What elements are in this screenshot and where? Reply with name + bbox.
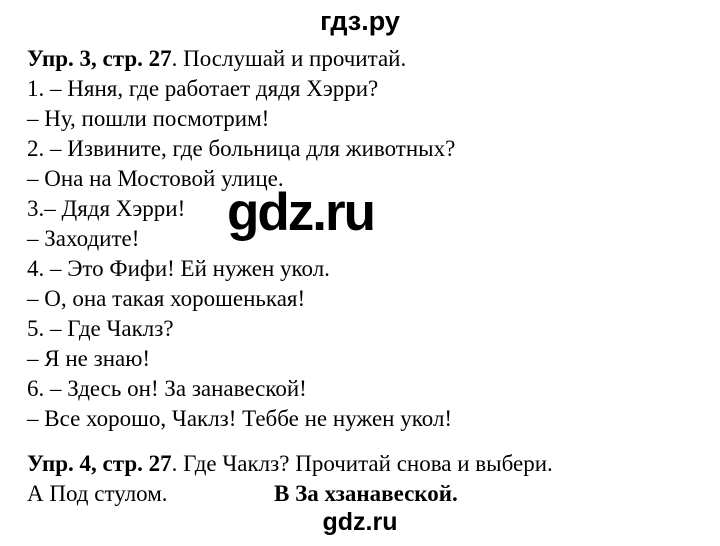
- exercise3-title: [27, 44, 707, 74]
- dialogue-line: 2. – Извините, где больница для животных?: [27, 136, 456, 161]
- exercise4-block: [27, 449, 707, 509]
- exercise4-title-number: Упр. 4, стр. 27: [27, 451, 172, 476]
- dialogue-line: – Все хорошо, Чаклз! Теббе не нужен укол!: [27, 406, 453, 431]
- dialogue-line: – Ну, пошли посмотрим!: [27, 106, 270, 131]
- exercise4-title-task: . Где Чаклз? Прочитай снова и выбери.: [171, 451, 553, 476]
- dialogue-line: – Я не знаю!: [27, 346, 151, 371]
- dialogue-line: – О, она такая хорошенькая!: [27, 286, 306, 311]
- dialogue-line: 1. – Няня, где работает дядя Хэрри?: [27, 76, 379, 101]
- exercise4-options: [27, 479, 707, 509]
- gdz-watermark: gdz.ru: [227, 183, 374, 242]
- dialogue-line: 6. – Здесь он! За занавеской!: [27, 376, 307, 401]
- site-logo-text: гдз.ру: [320, 6, 400, 36]
- dialogue-line: – Заходите!: [27, 226, 140, 251]
- option-a: А Под стулом.: [27, 481, 168, 506]
- footer-logo-text: gdz.ru: [322, 508, 398, 536]
- exercise4-title: [27, 449, 707, 479]
- exercise3-title-task: . Послушай и прочитай.: [171, 46, 407, 71]
- dialogue-line: 3.– Дядя Хэрри!: [27, 196, 186, 221]
- option-b-answer: В За хзанавеской.: [274, 481, 458, 506]
- dialogue-line: – Она на Мостовой улице.: [27, 166, 284, 191]
- dialogue-line: 4. – Это Фифи! Ей нужен укол.: [27, 256, 330, 281]
- exercise3-title-number: Упр. 3, стр. 27: [27, 46, 172, 71]
- dialogue-line: 5. – Где Чаклз?: [27, 316, 174, 341]
